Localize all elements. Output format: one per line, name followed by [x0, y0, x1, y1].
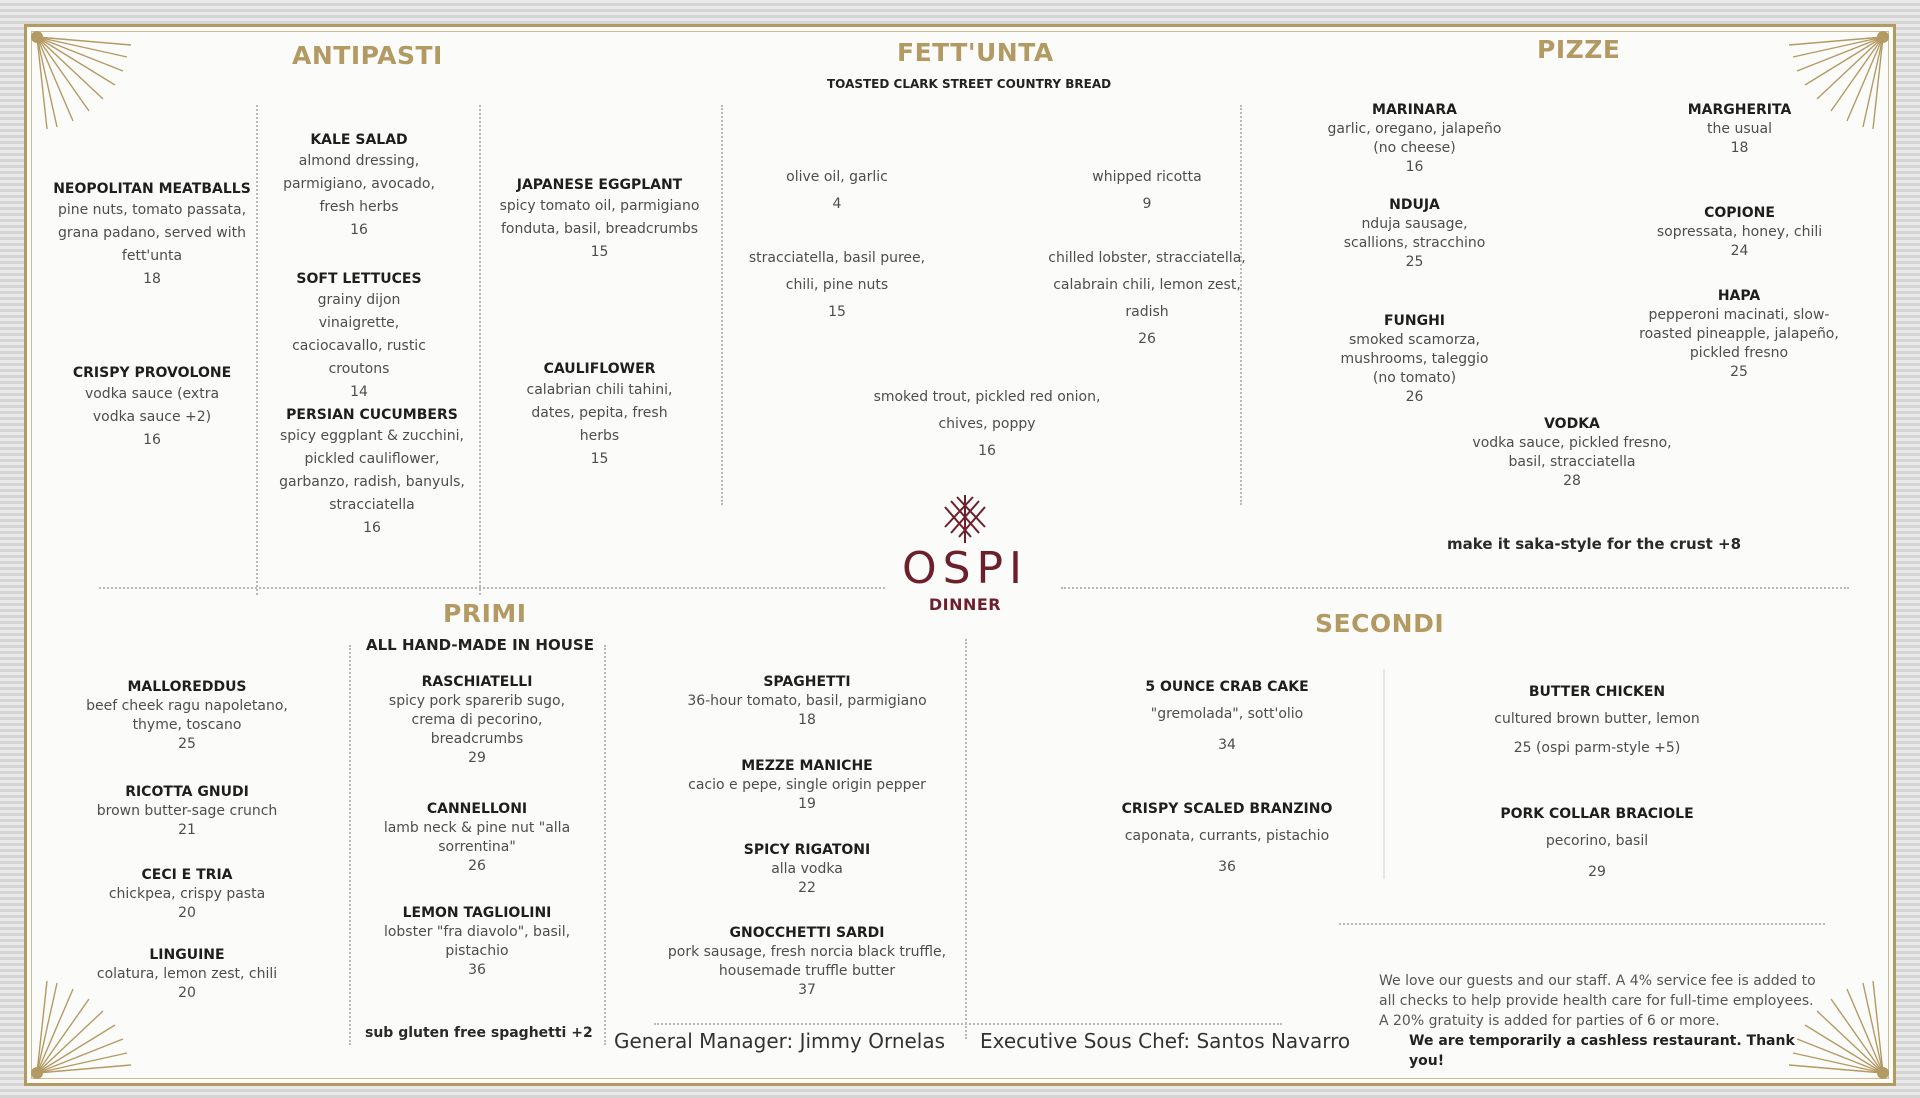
- menu-item: [492, 359, 707, 470]
- column-divider: [256, 105, 258, 595]
- menu-item: [1097, 677, 1357, 759]
- menu-card: [24, 24, 1896, 1086]
- section-divider: [99, 587, 885, 589]
- logo-wordmark: OSPI: [901, 543, 1029, 594]
- menu-item: [77, 945, 297, 1003]
- item-name: 5 OUNCE CRAB CAKE: [1145, 679, 1309, 695]
- item-price: 4: [832, 196, 842, 212]
- menu-item: [279, 269, 439, 403]
- item-price: 36: [1218, 859, 1236, 875]
- menu-item: [1027, 245, 1267, 353]
- item-name: NEOPOLITAN MEATBALLS: [53, 181, 251, 197]
- antipasti-title: ANTIPASTI: [292, 41, 443, 70]
- item-name: RASCHIATELLI: [421, 674, 533, 690]
- item-desc: vodka sauce (extra vodka sauce +2): [84, 386, 220, 425]
- item-price: 16: [143, 432, 161, 448]
- item-desc: sopressata, honey, chili: [1656, 224, 1823, 240]
- item-price: 26: [1138, 331, 1156, 347]
- menu-item: [77, 677, 297, 754]
- item-desc: calabrian chili tahini, dates, pepita, fresh herbs: [526, 382, 673, 444]
- item-name: MARGHERITA: [1687, 102, 1792, 118]
- item-desc: alla vodka: [771, 861, 843, 877]
- primi-subtitle: ALL HAND-MADE IN HOUSE: [366, 636, 594, 654]
- menu-item: [1332, 195, 1497, 272]
- item-desc: pepperoni macinati, slow-roasted pineapple, jalapeño, pickled fresno: [1639, 307, 1839, 361]
- item-name: RICOTTA GNUDI: [125, 784, 249, 800]
- section-divider: [1339, 923, 1825, 925]
- item-price: 25 (ospi parm-style +5): [1513, 740, 1681, 756]
- column-divider: [479, 105, 481, 595]
- menu-item: [657, 840, 957, 898]
- column-divider: [1240, 105, 1242, 505]
- item-desc: cacio e pepe, single origin pepper: [688, 777, 926, 793]
- fettunta-subtitle: TOASTED CLARK STREET COUNTRY BREAD: [827, 77, 1112, 91]
- item-desc: almond dressing, parmigiano, avocado, fresh herbs: [283, 153, 435, 215]
- menu-item: [1647, 203, 1832, 261]
- column-divider: [965, 639, 967, 1039]
- item-name: BUTTER CHICKEN: [1528, 684, 1666, 700]
- item-name: MARINARA: [1372, 102, 1457, 118]
- item-name: GNOCCHETTI SARDI: [729, 925, 885, 941]
- item-desc: spicy eggplant & zucchini, pickled cauliflower, garbanzo, radish, banyuls, stracciatella: [279, 428, 465, 513]
- item-name: CANNELLONI: [426, 801, 528, 817]
- item-price: 28: [1563, 473, 1581, 489]
- item-price: 15: [590, 451, 609, 467]
- item-name: SPAGHETTI: [763, 674, 851, 690]
- item-desc: the usual: [1707, 121, 1772, 137]
- cashless-text: We are temporarily a cashless restaurant. Thank you!: [1409, 1033, 1795, 1069]
- footer-divider: [654, 1023, 1282, 1025]
- service-note: [1379, 971, 1819, 1071]
- item-desc: brown butter-sage crunch: [96, 803, 278, 819]
- item-desc: grainy dijon vinaigrette, caciocavallo, rustic croutons: [292, 292, 426, 377]
- section-divider: [1061, 587, 1849, 589]
- item-price: 19: [798, 796, 816, 812]
- pizze-note: make it saka-style for the crust +8: [1447, 535, 1742, 553]
- column-divider: [604, 645, 606, 1045]
- fettunta-title: FETT'UNTA: [897, 38, 1054, 67]
- menu-item: [862, 384, 1112, 465]
- item-price: 18: [143, 271, 161, 287]
- column-divider: [1383, 669, 1385, 879]
- item-name: FUNGHI: [1383, 313, 1446, 329]
- item-price: 16: [363, 520, 381, 536]
- item-desc: stracciatella, basil puree, chili, pine nuts: [748, 250, 926, 293]
- item-name: PORK COLLAR BRACIOLE: [1500, 806, 1694, 822]
- item-price: 15: [828, 304, 846, 320]
- item-price: 24: [1730, 243, 1749, 259]
- logo: [895, 545, 1035, 614]
- item-price: 26: [1405, 389, 1424, 405]
- executive-sous-chef: Executive Sous Chef: Santos Navarro: [980, 1029, 1351, 1053]
- item-name: PERSIAN CUCUMBERS: [286, 407, 458, 423]
- primi-note: sub gluten free spaghetti +2: [365, 1025, 593, 1041]
- item-price: 9: [1142, 196, 1152, 212]
- lattice-logo-icon: [941, 493, 989, 545]
- item-desc: beef cheek ragu napoletano, thyme, toscano: [86, 698, 288, 733]
- item-price: 21: [178, 822, 196, 838]
- item-name: LINGUINE: [149, 947, 225, 963]
- secondi-title: SECONDI: [1315, 609, 1445, 638]
- menu-item: [747, 164, 927, 218]
- item-name: SOFT LETTUCES: [296, 271, 422, 287]
- item-desc: vodka sauce, pickled fresno, basil, stracciatella: [1472, 435, 1672, 470]
- item-desc: lamb neck & pine nut "alla sorrentina": [383, 820, 571, 855]
- item-name: MEZZE MANICHE: [741, 758, 873, 774]
- item-price: 16: [978, 443, 996, 459]
- item-desc: olive oil, garlic: [786, 169, 888, 185]
- menu-item: [657, 672, 957, 730]
- item-price: 37: [798, 982, 816, 998]
- item-name: HAPA: [1717, 288, 1761, 304]
- item-name: VODKA: [1544, 416, 1600, 432]
- item-desc: caponata, currants, pistachio: [1124, 828, 1330, 844]
- menu-item: [57, 363, 247, 451]
- item-desc: chickpea, crispy pasta: [108, 886, 266, 902]
- menu-item: [1322, 100, 1507, 177]
- menu-item: [382, 799, 572, 876]
- item-name: SPICY RIGATONI: [743, 842, 871, 858]
- item-name: COPIONE: [1704, 205, 1775, 221]
- menu-item: [1467, 682, 1727, 762]
- item-price: 20: [178, 985, 196, 1001]
- sunburst-icon: [27, 27, 137, 137]
- item-name: JAPANESE EGGPLANT: [516, 177, 683, 193]
- item-desc: colatura, lemon zest, chili: [96, 966, 278, 982]
- item-name: LEMON TAGLIOLINI: [402, 905, 552, 921]
- item-price: 29: [468, 750, 486, 766]
- item-price: 34: [1218, 737, 1236, 753]
- menu-item: [47, 179, 257, 290]
- menu-item: [1467, 804, 1727, 886]
- item-price: 25: [178, 736, 196, 752]
- primi-title: PRIMI: [443, 599, 527, 628]
- menu-item: [657, 756, 957, 814]
- item-desc: pine nuts, tomato passata, grana padano, served with fett'unta: [57, 202, 247, 264]
- menu-item: [382, 903, 572, 980]
- item-name: NDUJA: [1389, 197, 1440, 213]
- item-desc: whipped ricotta: [1092, 169, 1202, 185]
- column-divider: [721, 105, 723, 505]
- logo-subtitle: DINNER: [928, 595, 1002, 614]
- menu-item: [657, 923, 957, 1000]
- item-desc: spicy pork sparerib sugo, crema di pecorino, breadcrumbs: [388, 693, 566, 747]
- item-price: 26: [468, 858, 486, 874]
- menu-item: [77, 782, 297, 840]
- item-price: 36: [468, 962, 486, 978]
- item-name: CAULIFLOWER: [543, 361, 656, 377]
- item-price: 16: [350, 222, 368, 238]
- item-desc: nduja sausage, scallions, stracchino: [1343, 216, 1486, 251]
- item-price: 14: [350, 384, 368, 400]
- item-name: CRISPY SCALED BRANZINO: [1121, 801, 1333, 817]
- menu-item: [1097, 799, 1357, 881]
- item-desc: smoked trout, pickled red onion, chives, poppy: [873, 389, 1101, 432]
- menu-item: [272, 405, 472, 539]
- menu-item: [1332, 311, 1497, 407]
- menu-item: [279, 130, 439, 241]
- menu-item: [1647, 100, 1832, 158]
- item-desc: cultured brown butter, lemon: [1494, 711, 1700, 727]
- pizze-title: PIZZE: [1537, 35, 1621, 64]
- item-name: CECI E TRIA: [141, 867, 233, 883]
- item-name: MALLOREDDUS: [127, 679, 247, 695]
- item-price: 15: [590, 244, 609, 260]
- item-price: 25: [1405, 254, 1424, 270]
- item-price: 18: [798, 712, 816, 728]
- item-desc: "gremolada", sott'olio: [1150, 706, 1304, 722]
- item-desc: lobster "fra diavolo", basil, pistachio: [383, 924, 571, 959]
- item-name: KALE SALAD: [310, 132, 408, 148]
- menu-item: [1639, 286, 1839, 382]
- item-desc: 36-hour tomato, basil, parmigiano: [687, 693, 927, 709]
- item-desc: chilled lobster, stracciatella, calabrain chili, lemon zest, radish: [1048, 250, 1246, 320]
- menu-item: [1037, 164, 1257, 218]
- column-divider: [349, 645, 351, 1045]
- menu-item: [382, 672, 572, 768]
- menu-item: [492, 175, 707, 263]
- item-desc: smoked scamorza, mushrooms, taleggio (no tomato): [1340, 332, 1489, 386]
- item-price: 25: [1730, 364, 1748, 380]
- item-desc: spicy tomato oil, parmigiano fonduta, basil, breadcrumbs: [499, 198, 700, 237]
- item-name: CRISPY PROVOLONE: [72, 365, 232, 381]
- menu-item: [727, 245, 947, 326]
- item-price: 22: [798, 880, 816, 896]
- service-fee-text: We love our guests and our staff. A 4% service fee is added to all checks to help provide health care for full-time employees. A 20% gratuity is added for parties of 6 or more.: [1379, 973, 1816, 1029]
- item-price: 20: [178, 905, 196, 921]
- item-price: 16: [1405, 159, 1424, 175]
- item-price: 29: [1588, 864, 1606, 880]
- menu-item: [77, 865, 297, 923]
- item-desc: pork sausage, fresh norcia black truffle, housemade truffle butter: [667, 944, 947, 979]
- item-price: 18: [1730, 140, 1749, 156]
- item-desc: pecorino, basil: [1545, 833, 1649, 849]
- item-desc: garlic, oregano, jalapeño (no cheese): [1327, 121, 1502, 156]
- general-manager: General Manager: Jimmy Ornelas: [614, 1029, 946, 1053]
- menu-item: [1472, 414, 1672, 491]
